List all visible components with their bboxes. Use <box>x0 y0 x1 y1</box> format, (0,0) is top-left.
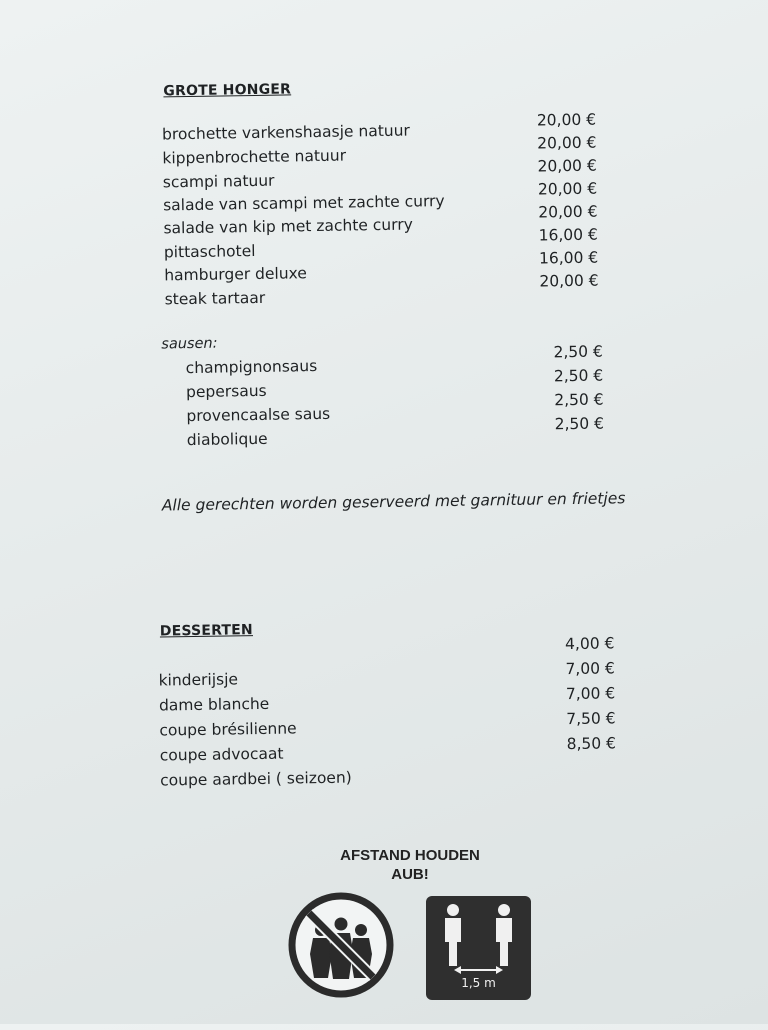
section-heading-grote-honger: GROTE HONGER <box>163 81 292 100</box>
menu-item-name: scampi natuur <box>162 171 275 192</box>
dessert-name: coupe advocaat <box>159 744 284 765</box>
no-crowd-icon <box>288 892 394 998</box>
serving-note: Alle gerechten worden geserveerd met garnituur en frietjes <box>161 489 626 515</box>
notice-line-1: AFSTAND HOUDEN <box>340 847 480 864</box>
menu-item-price: 20,00 € <box>537 133 597 153</box>
menu-item-name: kippenbrochette natuur <box>162 146 347 168</box>
menu-item-price: 20,00 € <box>537 179 598 199</box>
sauce-item-price: 2,50 € <box>553 342 603 362</box>
sauce-item-name: champignonsaus <box>185 357 318 378</box>
sausen-heading: sausen: <box>161 335 218 353</box>
menu-item-name: steak tartaar <box>164 288 266 309</box>
sauce-item-price: 2,50 € <box>553 366 604 386</box>
sauce-item-price: 2,50 € <box>554 414 605 434</box>
menu-item-price: 20,00 € <box>538 202 598 222</box>
menu-item-price: 20,00 € <box>537 156 597 176</box>
menu-item-name: salade van kip met zachte curry <box>163 215 413 238</box>
menu-item-name: salade van scampi met zachte curry <box>163 192 445 215</box>
distance-label: 1,5 m <box>461 976 496 990</box>
dessert-price: 7,00 € <box>565 684 616 704</box>
distance-notice <box>310 846 510 884</box>
menu-item-name: pittaschotel <box>163 241 256 262</box>
sauce-item-name: provencaalse saus <box>186 404 331 426</box>
keep-distance-icon <box>426 896 531 1000</box>
menu-item-name: brochette varkenshaasje natuur <box>161 121 410 144</box>
dessert-name: coupe brésilienne <box>159 719 297 740</box>
menu-item-price: 16,00 € <box>538 248 599 268</box>
section-heading-desserten: DESSERTEN <box>159 622 254 640</box>
sauce-item-name: diabolique <box>186 429 268 450</box>
sauce-item-price: 2,50 € <box>554 390 604 410</box>
dessert-price: 8,50 € <box>566 734 617 754</box>
dessert-name: coupe aardbei ( seizoen) <box>160 768 352 790</box>
menu-item-price: 20,00 € <box>539 271 599 291</box>
dessert-name: dame blanche <box>158 694 270 715</box>
menu-item-price: 20,00 € <box>536 110 597 130</box>
dessert-price: 7,50 € <box>566 709 616 729</box>
menu-item-price: 16,00 € <box>538 225 598 245</box>
notice-line-2: AUB! <box>391 866 429 883</box>
sauce-item-name: pepersaus <box>185 381 267 402</box>
dessert-price: 4,00 € <box>564 634 615 654</box>
menu-item-name: hamburger deluxe <box>164 264 307 285</box>
dessert-name: kinderijsje <box>158 670 239 690</box>
dessert-price: 7,00 € <box>565 659 615 679</box>
